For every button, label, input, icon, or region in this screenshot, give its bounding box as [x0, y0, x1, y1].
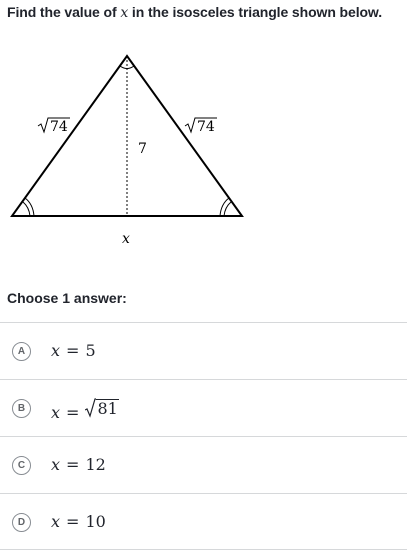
choice-b[interactable] [0, 379, 407, 436]
choice-d-letter-badge: D [12, 513, 31, 532]
answer-choices [0, 322, 407, 550]
choice-d[interactable] [0, 493, 407, 550]
left-side-label [38, 118, 70, 135]
apex-angle-mark [120, 66, 134, 69]
choose-label: Choose 1 answer: [7, 290, 127, 306]
choice-a-expression: x = 5 [51, 341, 96, 360]
isosceles-triangle-figure [0, 40, 407, 260]
height-label: 7 [138, 141, 147, 157]
left-angle-mark-inner [23, 202, 30, 216]
choice-c-letter-badge: C [12, 456, 31, 475]
choice-c[interactable] [0, 436, 407, 493]
choice-c-expression: x = 12 [51, 455, 106, 474]
choice-b-letter-badge: B [12, 399, 31, 418]
choice-b-expression: x = 81 [51, 399, 118, 422]
choice-a[interactable] [0, 322, 407, 379]
radical-sign-icon [85, 398, 96, 418]
right-angle-mark-inner [224, 202, 231, 216]
choice-a-letter-badge: A [12, 342, 31, 361]
base-label: x [122, 231, 130, 247]
question-suffix: in the isosceles triangle shown below. [131, 4, 382, 20]
question-prefix: Find the value of [7, 4, 117, 20]
right-side-radicand: 74 [197, 119, 215, 135]
choice-d-expression: x = 10 [51, 512, 106, 531]
question-prompt [7, 4, 382, 21]
sqrt-symbol: 81 [85, 398, 118, 418]
right-side-label [185, 118, 217, 135]
question-variable: x [120, 5, 129, 21]
left-side-radicand: 74 [50, 119, 68, 135]
